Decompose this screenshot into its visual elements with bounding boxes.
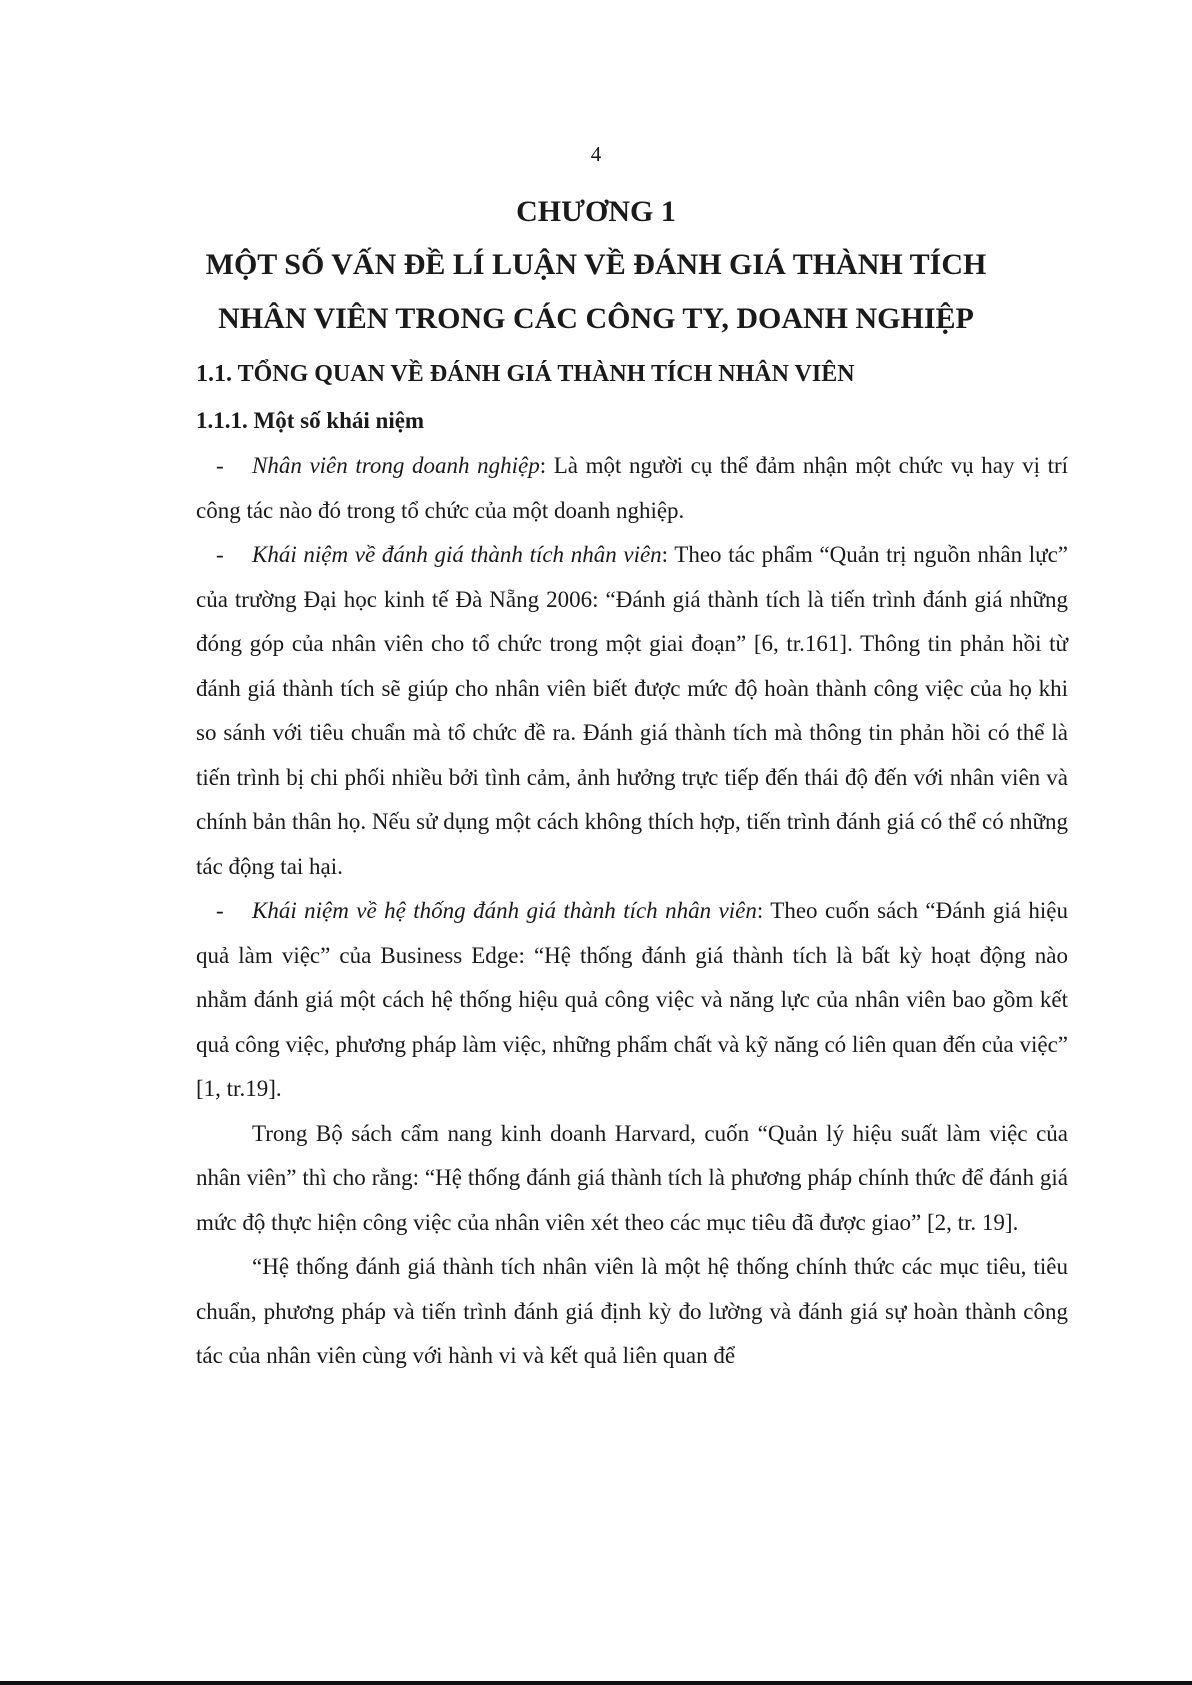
section-heading: 1.1. TỔNG QUAN VỀ ĐÁNH GIÁ THÀNH TÍCH NHÂN VIÊN [196,361,855,387]
bullet-dash: - [216,898,224,923]
body-text [196,444,1068,1379]
paragraph-text: : Là một người cụ thể đảm nhận một chức vụ hay vị trí công tác nào đó trong tổ chức của một doanh nghiệp. [196,453,1069,523]
paragraph-system-definition: “Hệ thống đánh giá thành tích nhân viên là một hệ thống chính thức các mục tiêu, tiêu chuẩn, phương pháp và tiến trình đánh giá định kỳ đo lường và đánh giá sự hoàn thành công tác của nhân viên cùng với hành vi và kết quả liên quan để [196,1254,1068,1368]
chapter-title-line-2: NHÂN VIÊN TRONG CÁC CÔNG TY, DOANH NGHIỆP [218,302,974,335]
paragraph-harvard: Trong Bộ sách cẩm nang kinh doanh Harvard, cuốn “Quản lý hiệu suất làm việc của nhân viên” thì cho rằng: “Hệ thống đánh giá thành tích là phương pháp chính thức để đánh giá mức độ thực hiện công việc của nhân viên xét theo các mục tiêu đã được giao” [2, tr. 19]. [196,1120,1068,1235]
paragraph-text: : Theo tác phẩm “Quản trị nguồn nhân lực” của trường Đại học kinh tế Đà Nẵng 2006: “Đánh giá thành tích là tiến trình đánh giá những đóng góp của nhân viên cho tổ chức trong một giai đoạn” [6, tr.161]. Thông tin phản hồi từ đánh giá thành tích sẽ giúp cho nhân viên biết được mức độ hoàn thành công việc của họ khi so sánh với tiêu chuẩn mà tổ chức đề ra. Đánh giá thành tích mà thông tin phản hồi có thể là tiến trình bị chi phối nhiều bởi tình cảm, ảnh hưởng trực tiếp đến thái độ đến với nhân viên và chính bản thân họ. Nếu sử dụng một cách không thích hợp, tiến trình đánh giá có thể có những tác động tai hại. [196,542,1068,879]
subsection-heading: 1.1.1. Một số khái niệm [196,408,425,433]
paragraph-definition-appraisal [196,533,1068,889]
paragraph-definition-employee [196,444,1068,533]
page-number: 4 [590,142,602,166]
paragraph-text: : Theo cuốn sách “Đánh giá hiệu quả làm việc” của Business Edge: “Hệ thống đánh giá thành tích là bất kỳ hoạt động nào nhằm đánh giá một cách hệ thống hiệu quả công việc và năng lực của nhân viên bao gồm kết quả công việc, phương pháp làm việc, những phẩm chất và kỹ năng có liên quan đến của việc” [1, tr.19]. [196,898,1068,1101]
bullet-dash: - [216,542,224,567]
term-italic: Nhân viên trong doanh nghiệp [252,453,540,478]
term-italic: Khái niệm về đánh giá thành tích nhân viên [252,542,662,567]
paragraph-definition-appraisal-system [196,889,1068,1112]
term-italic: Khái niệm về hệ thống đánh giá thành tích nhân viên [252,898,757,923]
chapter-title-line-1: MỘT SỐ VẤN ĐỀ LÍ LUẬN VỀ ĐÁNH GIÁ THÀNH TÍCH [205,248,987,281]
bottom-border [0,1681,1192,1685]
chapter-label: CHƯƠNG 1 [516,195,676,228]
bullet-dash: - [216,453,224,478]
